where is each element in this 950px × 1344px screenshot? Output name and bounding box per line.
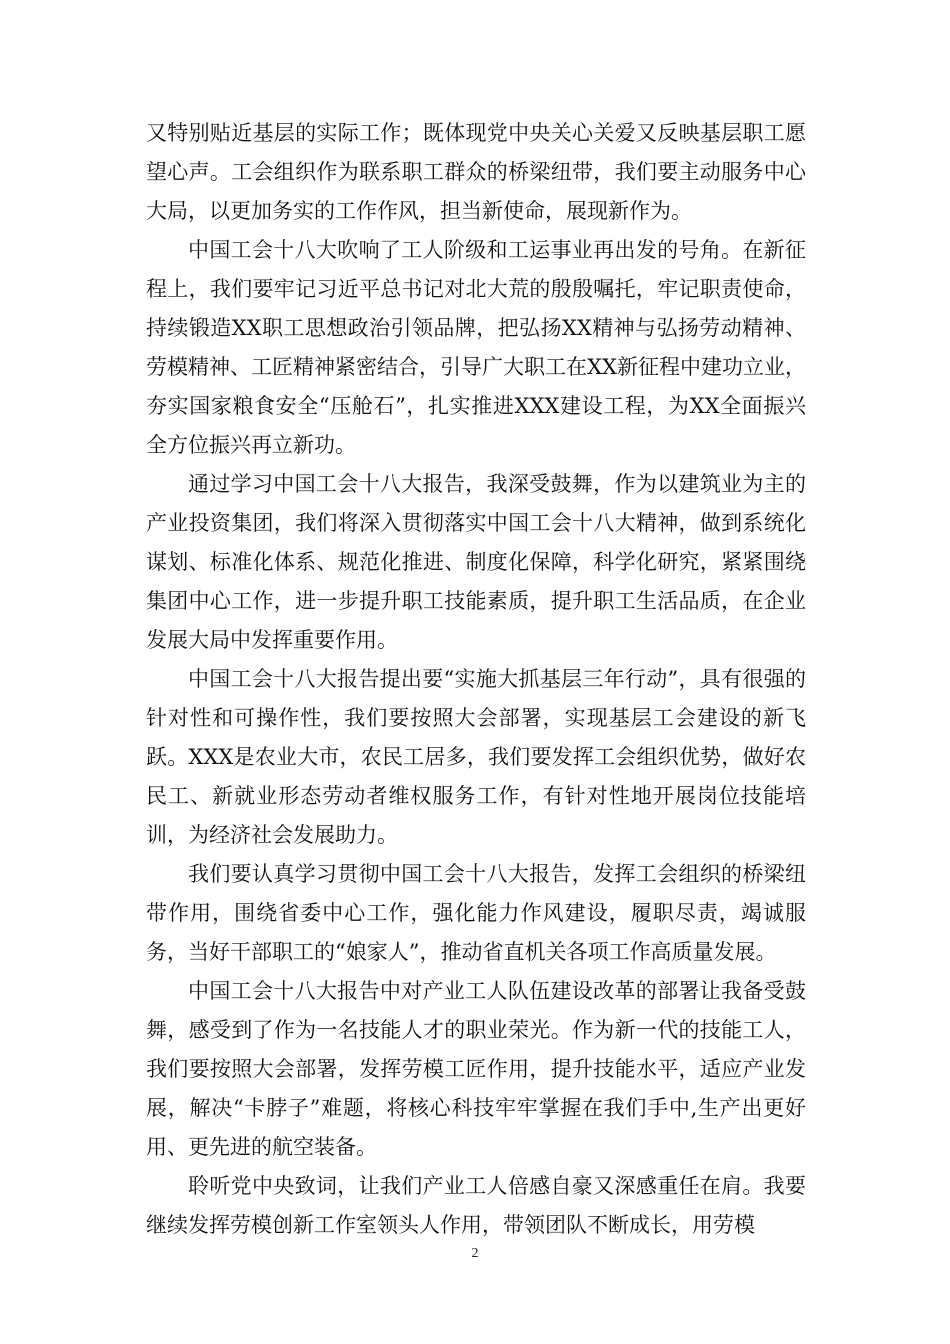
paragraph-3: 通过学习中国工会十八大报告，我深受鼓舞，作为以建筑业为主的产业投资集团，我们将深入贯彻落实中国工会十八大精神，做到系统化谋划、标准化体系、规范化推进、制度化保障，科学化研究，紧紧围绕集团中心工作，进一步提升职工技能素质，提升职工生活品质，在企业发展大局中发挥重要作用。 [146, 472, 806, 652]
paragraph-1: 又特别贴近基层的实际工作；既体现党中央关心关爱又反映基层职工愿望心声。工会组织作为联系职工群众的桥梁纽带，我们要主动服务中心大局，以更加务实的工作作风，担当新使命，展现新作为。 [146, 121, 806, 223]
paragraph-6: 中国工会十八大报告中对产业工人队伍建设改革的部署让我备受鼓舞，感受到了作为一名技能人才的职业荣光。作为新一代的技能工人，我们要按照大会部署，发挥劳模工匠作用，提升技能水平，适应产业发展，解决“卡脖子”难题，将核心科技牢牢掌握在我们手中,生产出更好用、更先进的航空装备。 [146, 979, 806, 1159]
paragraph-5: 我们要认真学习贯彻中国工会十八大报告，发挥工会组织的桥梁纽带作用，围绕省委中心工作，强化能力作风建设，履职尽责，竭诚服务，当好干部职工的“娘家人”，推动省直机关各项工作高质量发展。 [146, 862, 806, 964]
paragraph-4: 中国工会十八大报告提出要“实施大抓基层三年行动”，具有很强的针对性和可操作性，我们要按照大会部署，实现基层工会建设的新飞跃。XXX是农业大市，农民工居多，我们要发挥工会组织优势，做好农民工、新就业形态劳动者维权服务工作，有针对性地开展岗位技能培训，为经济社会发展助力。 [146, 667, 806, 847]
paragraph-7: 聆听党中央致词，让我们产业工人倍感自豪又深感重任在肩。我要继续发挥劳模创新工作室领头人作用，带领团队不断成长，用劳模 [146, 1174, 806, 1237]
page-number: 2 [471, 1246, 479, 1261]
body-text [146, 114, 806, 1245]
paragraph-2: 中国工会十八大吹响了工人阶级和工运事业再出发的号角。在新征程上，我们要牢记习近平总书记对北大荒的殷殷嘱托，牢记职责使命，持续锻造XX职工思想政治引领品牌，把弘扬XX精神与弘扬劳动精神、劳模精神、工匠精神紧密结合，引导广大职工在XX新征程中建功立业，夯实国家粮食安全“压舱石”，扎实推进XXX建设工程，为XX全面振兴全方位振兴再立新功。 [146, 238, 806, 457]
